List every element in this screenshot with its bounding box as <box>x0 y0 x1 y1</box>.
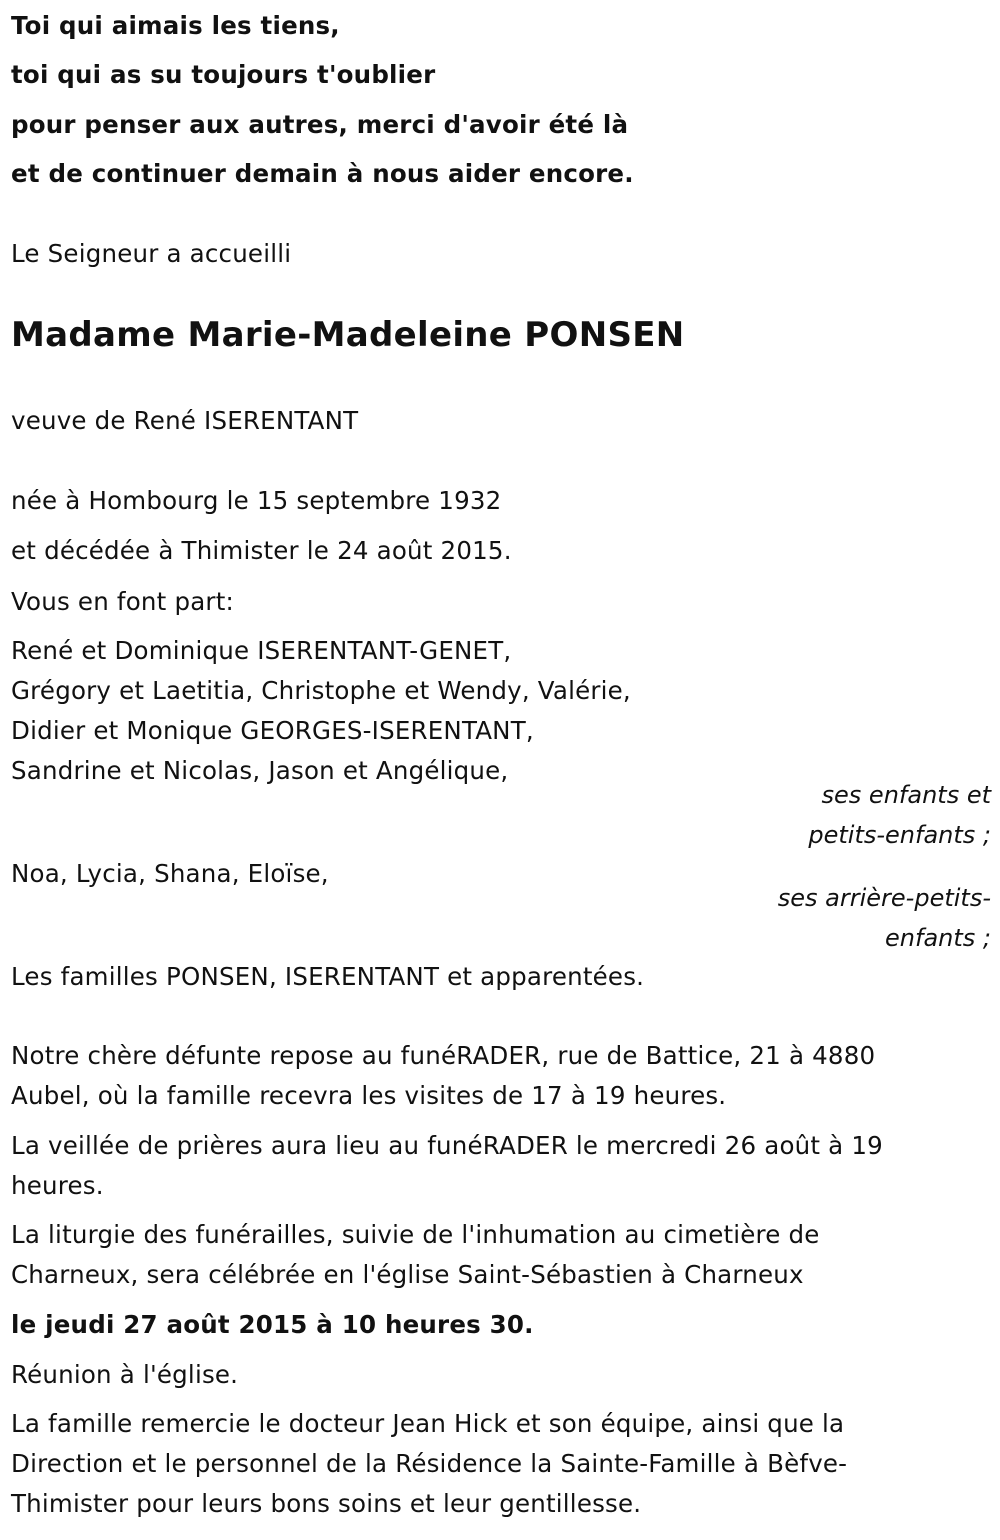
body-line: La veillée de prières aura lieu au funéRADER le mercredi 26 août à 19 <box>11 1131 883 1160</box>
poem-line: toi qui as su toujours t'oublier <box>11 60 436 89</box>
body-line: La famille remercie le docteur Jean Hick et son équipe, ainsi que la <box>11 1409 845 1438</box>
body-line: Thimister pour leurs bons soins et leur gentillesse. <box>11 1489 642 1518</box>
relation-label: enfants ; <box>885 924 991 952</box>
death-info: et décédée à Thimister le 24 août 2015. <box>11 536 512 565</box>
body-line: Charneux, sera célébrée en l'église Saint-Sébastien à Charneux <box>11 1260 804 1289</box>
family-line: Grégory et Laetitia, Christophe et Wendy, Valérie, <box>11 676 631 705</box>
relation-label: petits-enfants ; <box>808 821 991 849</box>
great-grandchildren: Noa, Lycia, Shana, Eloïse, <box>11 859 329 888</box>
body-line: Direction et le personnel de la Résidence la Sainte-Famille à Bèfve- <box>11 1449 848 1478</box>
relation-label: ses enfants et <box>821 781 991 809</box>
body-line: Aubel, où la famille recevra les visites de 17 à 19 heures. <box>11 1081 727 1110</box>
intro-text: Le Seigneur a accueilli <box>11 239 292 268</box>
widow-of: veuve de René ISERENTANT <box>11 406 359 435</box>
body-line: Notre chère défunte repose au funéRADER, rue de Battice, 21 à 4880 <box>11 1041 876 1070</box>
birth-info: née à Hombourg le 15 septembre 1932 <box>11 486 502 515</box>
poem-line: pour penser aux autres, merci d'avoir été là <box>11 110 629 139</box>
poem-line: et de continuer demain à nous aider encore. <box>11 159 634 188</box>
relation-label: ses arrière-petits- <box>777 884 991 912</box>
family-line: René et Dominique ISERENTANT-GENET, <box>11 636 512 665</box>
family-line: Didier et Monique GEORGES-ISERENTANT, <box>11 716 534 745</box>
body-line: La liturgie des funérailles, suivie de l'inhumation au cimetière de <box>11 1220 820 1249</box>
poem-line: Toi qui aimais les tiens, <box>11 11 340 40</box>
body-line: heures. <box>11 1171 104 1200</box>
families-line: Les familles PONSEN, ISERENTANT et apparentées. <box>11 962 645 991</box>
funeral-date: le jeudi 27 août 2015 à 10 heures 30. <box>11 1310 534 1339</box>
body-line: Réunion à l'église. <box>11 1360 239 1389</box>
family-line: Sandrine et Nicolas, Jason et Angélique, <box>11 756 509 785</box>
deceased-name: Madame Marie-Madeleine PONSEN <box>11 315 685 355</box>
announcement: Vous en font part: <box>11 587 234 616</box>
